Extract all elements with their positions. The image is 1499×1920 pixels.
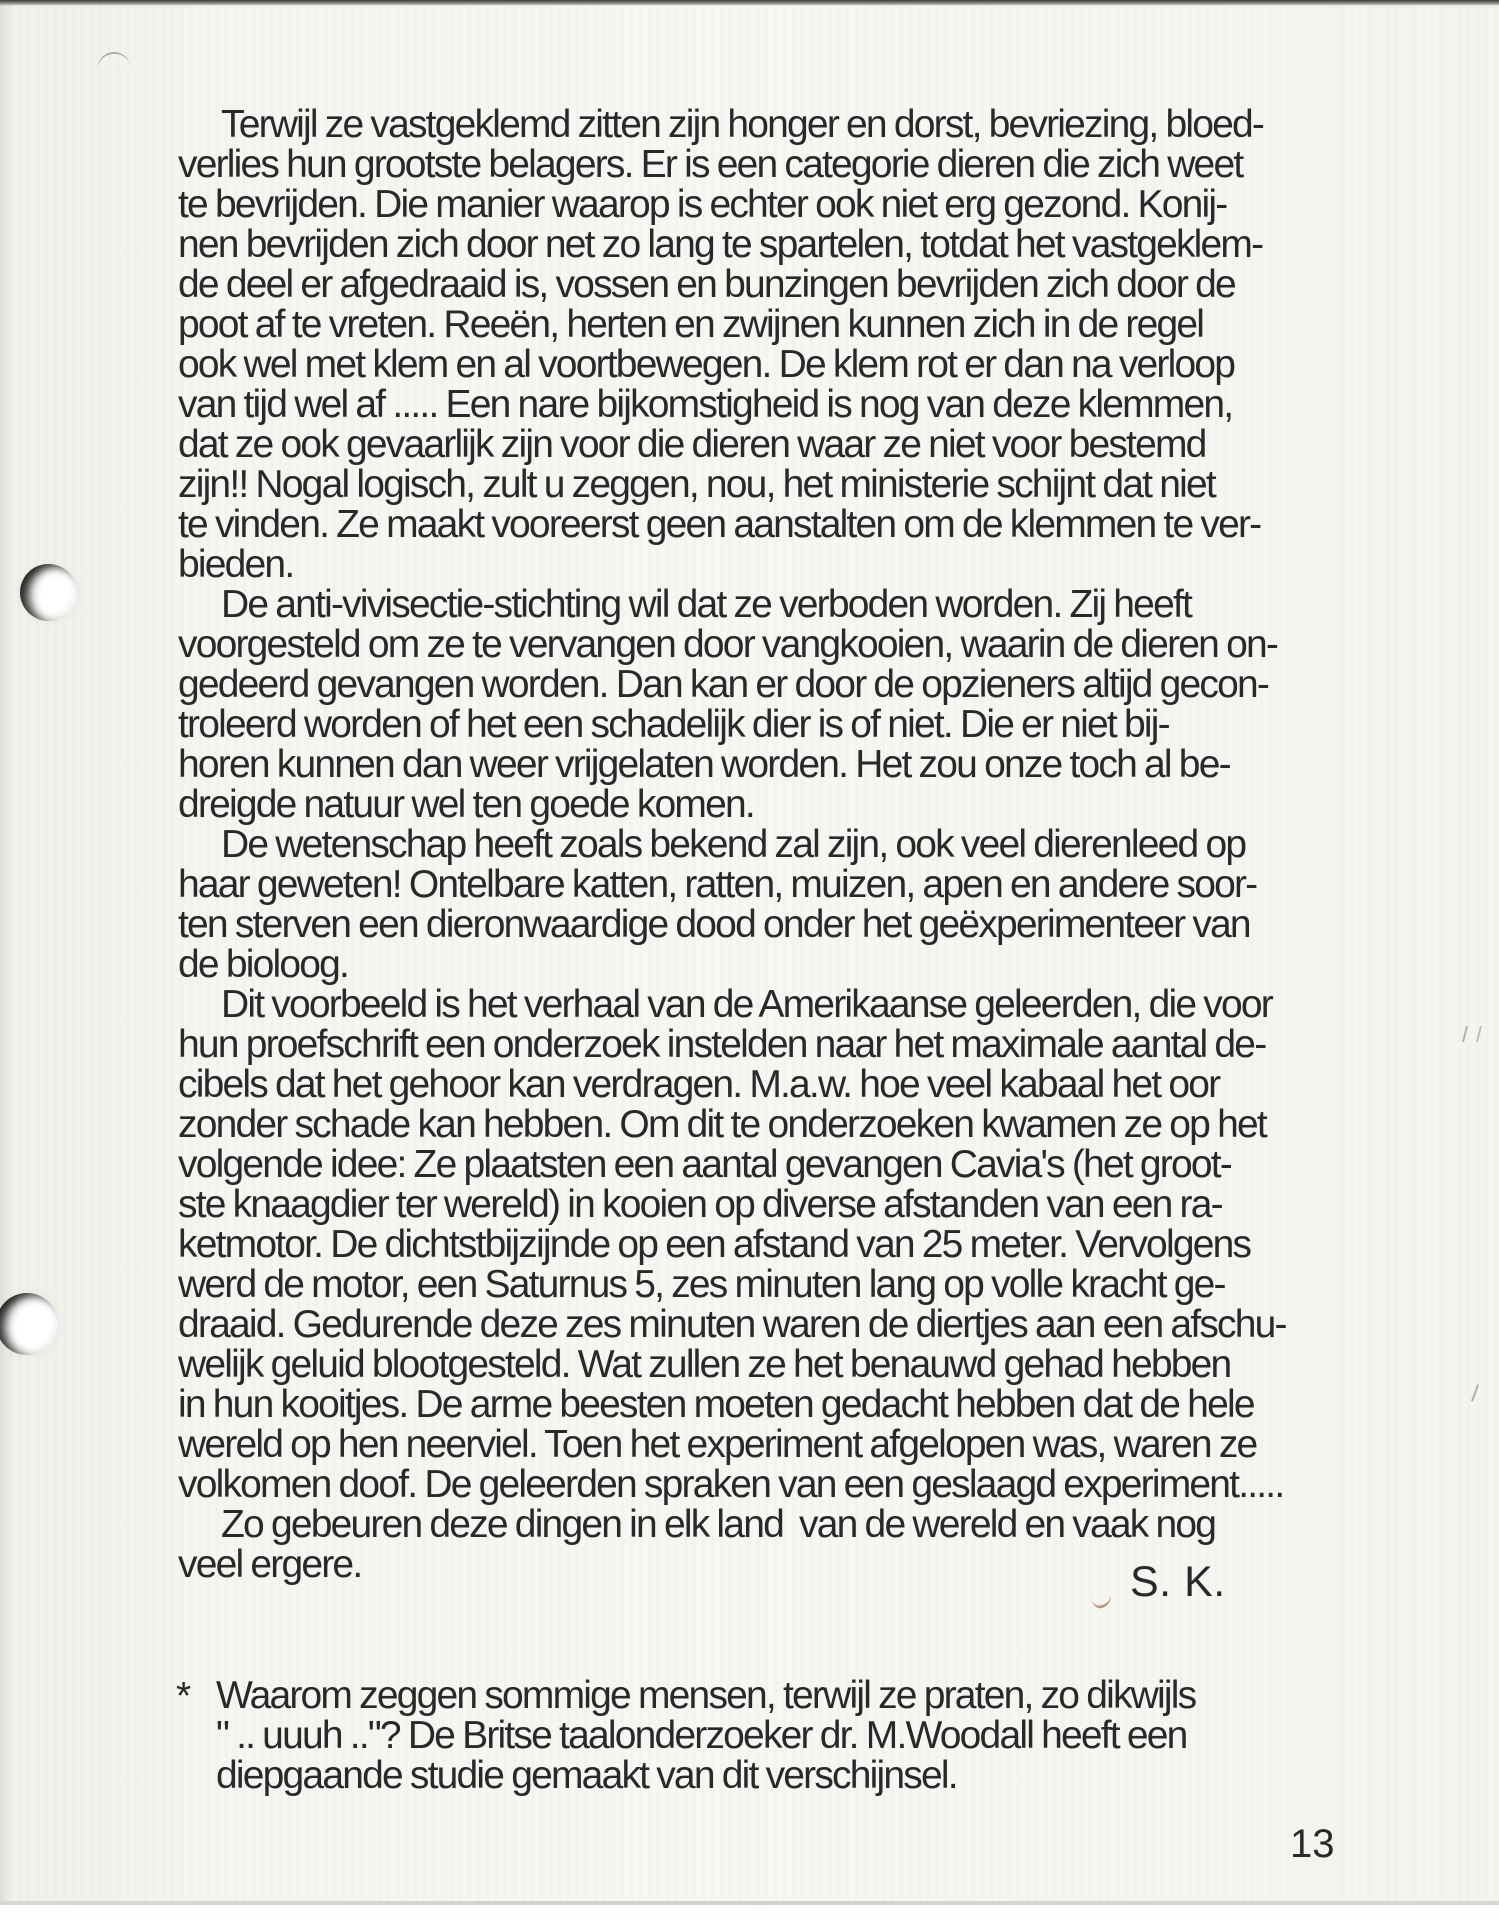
punch-hole-bottom [0,1293,58,1355]
text-line: veel ergere. [178,1543,362,1586]
footnote [176,1674,1436,1797]
text-line: wereld op hen neerviel. Toen het experiment afgelopen was, waren ze [178,1423,1257,1466]
text-line: gedeerd gevangen worden. Dan kan er door de opzieners altijd gecon- [178,663,1269,706]
text-line: te bevrijden. Die manier waarop is echter ook niet erg gezond. Konij- [178,183,1227,226]
paragraph [178,1505,1428,1585]
scan-speck-squiggle [95,50,131,73]
text-line: volgende idee: Ze plaatsten een aantal gevangen Cavia's (het groot- [178,1143,1231,1186]
signature: S. K. [1130,1558,1226,1606]
text-line: poot af te vreten. Reeën, herten en zwijnen kunnen zich in de regel [178,303,1204,346]
text-line: cibels dat het gehoor kan verdragen. M.a.w. hoe veel kabaal het oor [178,1063,1220,1106]
text-line: volkomen doof. De geleerden spraken van een geslaagd experiment..... [178,1463,1284,1506]
text-line: Zo gebeuren deze dingen in elk land van de wereld en vaak nog [221,1503,1216,1546]
text-line: ook wel met klem en al voortbewegen. De klem rot er dan na verloop [178,343,1235,386]
text-line: troleerd worden of het een schadelijk dier is of niet. Die er niet bij- [178,703,1169,746]
text-line: bieden. [178,543,294,586]
footnote-lines [216,1675,1436,1795]
text-line: de deel er afgedraaid is, vossen en bunzingen bevrijden zich door de [178,263,1235,306]
text-line: ketmotor. De dichtstbijzijnde op een afstand van 25 meter. Vervolgens [178,1223,1251,1266]
text-line: voorgesteld om ze te vervangen door vangkooien, waarin de dieren on- [178,623,1278,666]
text-line: werd de motor, een Saturnus 5, zes minuten lang op volle kracht ge- [178,1263,1225,1306]
paragraph [178,825,1428,985]
text-line: Dit voorbeeld is het verhaal van de Amerikaanse geleerden, die voor [221,983,1272,1026]
text-line: De anti-vivisectie-stichting wil dat ze verboden worden. Zij heeft [221,583,1192,626]
punch-hole-top [20,564,77,621]
text-line: van tijd wel af ..... Een nare bijkomstigheid is nog van deze klemmen, [178,383,1233,426]
text-line: verlies hun grootste belagers. Er is een categorie dieren die zich weet [178,143,1243,186]
text-line: De wetenschap heeft zoals bekend zal zijn, ook veel dierenleed op [221,823,1246,866]
paragraph [178,585,1428,825]
text-line: welijk geluid blootgesteld. Wat zullen ze het benauwd gehad hebben [178,1343,1231,1386]
text-line: zijn!! Nogal logisch, zult u zeggen, nou, het ministerie schijnt dat niet [178,463,1215,506]
text-line: draaid. Gedurende deze zes minuten waren de diertjes aan een afschu- [178,1303,1286,1346]
text-line: hun proefschrift een onderzoek instelden naar het maximale aantal de- [178,1023,1266,1066]
text-line: te vinden. Ze maakt vooreerst geen aanstalten om de klemmen te ver- [178,503,1261,546]
text-line: ste knaagdier ter wereld) in kooien op diverse afstanden van een ra- [178,1183,1222,1226]
left-edge-shadow [0,0,14,1920]
paragraph [178,105,1428,585]
scan-speck-ticks [1462,1026,1482,1042]
scan-strip-bottom [0,1905,1499,1920]
text-line: nen bevrijden zich door net zo lang te spartelen, totdat het vastgeklem- [178,223,1263,266]
text-line: dreigde natuur wel ten goede komen. [178,783,754,826]
paragraph [178,985,1428,1505]
text-line: zonder schade kan hebben. Om dit te onderzoeken kwamen ze op het [178,1103,1266,1146]
scan-edge-top [0,0,1499,6]
text-line: in hun kooitjes. De arme beesten moeten gedacht hebben dat de hele [178,1383,1254,1426]
text-line: horen kunnen dan weer vrijgelaten worden. Het zou onze toch al be- [178,743,1230,786]
article-body [178,105,1428,1585]
footnote-line: Waarom zeggen sommige mensen, terwijl ze praten, zo dikwijls [216,1674,1196,1717]
footnote-marker: * [176,1675,190,1718]
text-line: de bioloog. [178,943,349,986]
text-line: dat ze ook gevaarlijk zijn voor die dieren waar ze niet voor bestemd [178,423,1206,466]
text-line: Terwijl ze vastgeklemd zitten zijn honger en dorst, bevriezing, bloed- [221,103,1264,146]
footnote-line: diepgaande studie gemaakt van dit verschijnsel. [216,1754,957,1797]
scan-speck-rust [1091,1594,1113,1610]
footnote-line: " .. uuuh .."? De Britse taalonderzoeker dr. M.Woodall heeft een [216,1714,1187,1757]
scan-speck-slash [1471,1384,1479,1402]
text-line: haar geweten! Ontelbare katten, ratten, muizen, apen en andere soor- [178,863,1257,906]
text-line: ten sterven een dieronwaardige dood onder het geëxperimenteer van [178,903,1250,946]
page-number: 13 [1290,1822,1335,1866]
